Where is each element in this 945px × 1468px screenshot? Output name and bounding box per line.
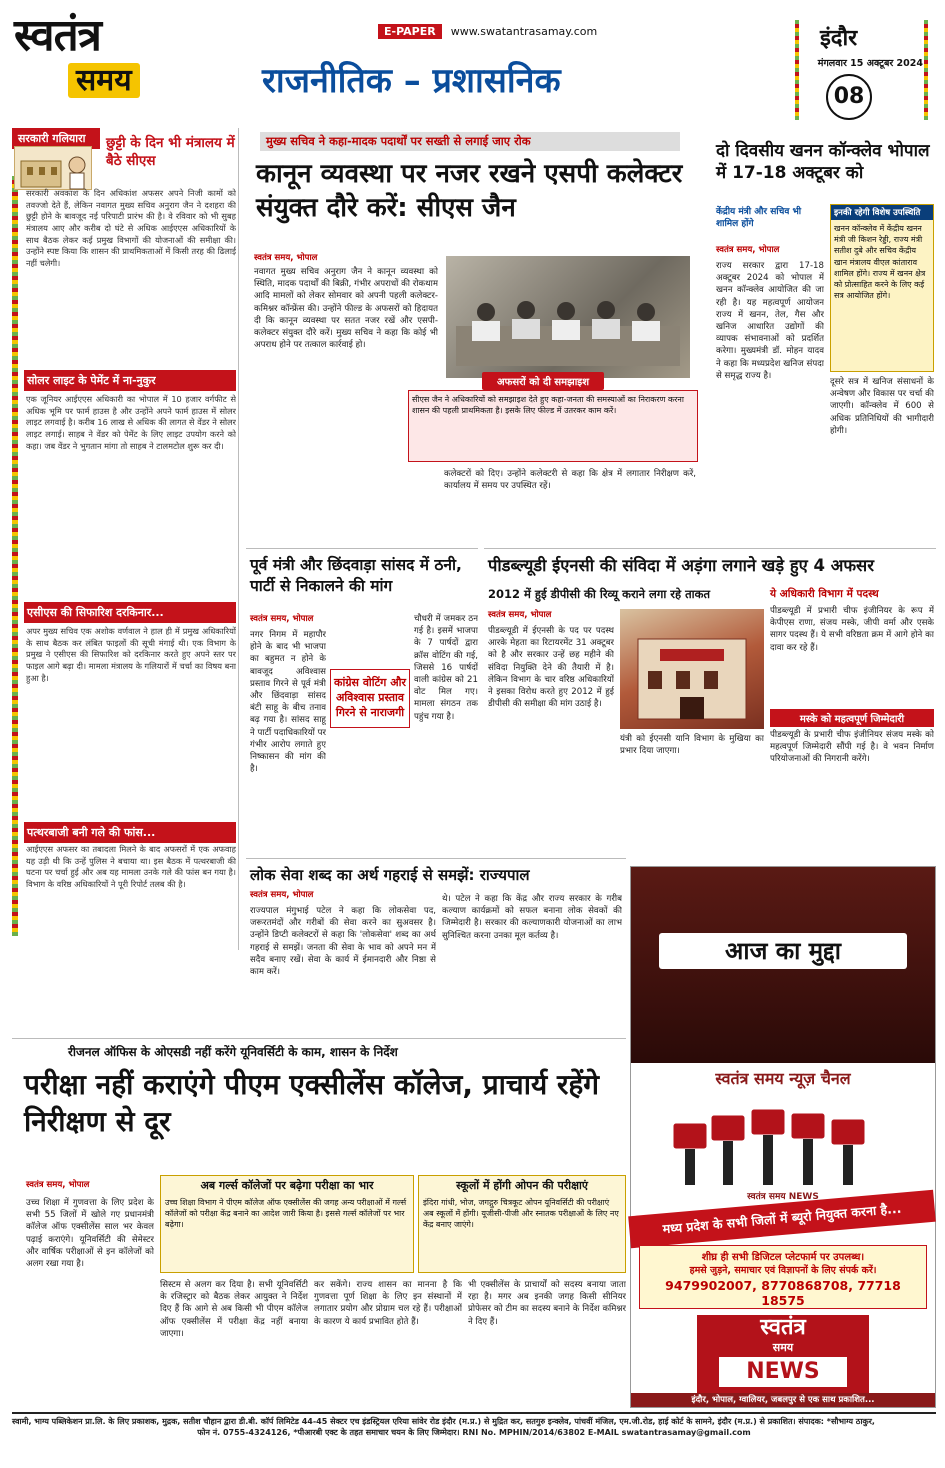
issue-date: मंगलवार 15 अक्टूबर 2024: [817, 58, 923, 69]
news-logo-mid: समय: [772, 1341, 794, 1354]
office-building-icon: [620, 609, 764, 729]
pwd-headline: पीडब्ल्यूडी ईएनसी की संविदा में अड़ंगा लगाने खड़े हुए 4 अफसर: [488, 556, 874, 575]
left-body-2: एक जूनियर आईएएस अधिकारी का भोपाल में 10 हजार वर्गफीट से अधिक भूमि पर फार्म हाउस है और उन्होंने अपने फार्म हाउस में सोलर लाइट लगवाई है। करीब 16 लाख से अधिक की लागत से वेंडर ने सोलर लाइट लगाई। साहब ने वेंडर को पेमेंट के लिए लाइट उपयोग करने को कहा। जब वेंडर ने भुगतान मांगा तो साहब ने टालमटोल शुरू कर दी।: [26, 394, 236, 451]
pwd-side-body-2: पीडब्ल्यूडी के प्रभारी चीफ इंजीनियर संजय मस्के को महत्वपूर्ण जिम्मेदारी सौंपी गई है। वे भवन निर्माण परियोजनाओं की निगरानी करेंगे।: [770, 730, 934, 765]
pwd-caption: यंत्री को ईएनसी यानि विभाग के मुखिया का प्रभार दिया जाएगा।: [620, 734, 764, 757]
pwd-side-title: ये अधिकारी विभाग में पदस्थ: [770, 588, 879, 600]
chhindwara-body-2: चौधरी में जमकर ठन गई है। इसमें भाजपा के 7 पार्षदों द्वारा क्रॉस वोटिंग की गई, जिससे 16 पार्षदों वाली कांग्रेस को 21 वोट मिल गए। मामला संगठन तक पहुंच गया है।: [414, 614, 478, 722]
imprint-line-2: फोन नं. 0755-4324126, *पीआरबी एक्ट के तहत समाचार चयन के लिए जिम्मेदार। RNI No. MPHIN/2014/63802 E-MAIL swatantrasamay@gmail.com: [197, 1427, 751, 1437]
lead-story: [246, 128, 706, 528]
left-body-4: आईएएस अफसर का तबादला मिलने के बाद अफसरों में एक अफवाह यह उड़ी थी कि उन्हें पुलिस ने बचाया था। इस बैठक में पत्थरबाजी की घटना पर चर्चा हुई और अब यह मामला उनके गले की फांस बन गया है। विभाग के वरिष्ठ अधिकारियों ने पूरी रिपोर्ट तलब की है।: [26, 844, 236, 889]
right-stripe: [795, 20, 799, 120]
chhindwara-story: [246, 548, 478, 854]
logo-line-2: समय: [68, 63, 140, 98]
pwd-side-sub: मस्के को महत्वपूर्ण जिम्मेदारी: [770, 709, 934, 727]
ad-line-1: शीघ्र ही सभी डिजिटल प्लेटफार्म पर उपलब्ध।: [701, 1252, 865, 1263]
exam-body: उच्च शिक्षा में गुणवत्ता के लिए प्रदेश के सभी 55 जिलों में खोले गए प्रधानमंत्री कॉलेज ऑफ एक्सीलेंस साल भर केवल पढ़ाई कराएंगे। यूनिवर्सिटी की सेमेस्टर और वार्षिक परीक्षाओं से इन कॉलेजों को अलग रखा गया है।: [26, 1198, 154, 1270]
section-title: राजनीतिक – प्रशासनिक: [262, 61, 561, 101]
left-subhead-3: पत्थरबाजी बनी गले की फांस...: [24, 822, 236, 843]
logo-line-1: स्वतंत्र: [14, 10, 101, 61]
meeting-photo-icon: [446, 256, 690, 378]
imprint-line-1: स्वामी, भाग्य पब्लिकेशन प्रा.लि. के लिए प्रकाशक, मुद्रक, सतीश चौहान द्वारा डी.बी. कॉर्प लिमिटेड 44-45 सेक्टर एच इंडस्ट्रियल एरिया सांवेर रोड इंदौर (म.प्र.) से मुद्रित कर, सतगुरु इन्क्लेव, पांचवीं मंजिल, एम.जी.रोड, हाई कोर्ट के सामने, इंदौर (म.प्र.) से प्रकाशित। संपादक: *सौभाग्य ठाकुर,: [12, 1417, 875, 1426]
pwd-photo: [620, 609, 764, 729]
exam-headline: परीक्षा नहीं कराएंगे पीएम एक्सीलेंस कॉलेज, प्राचार्य रहेंगे निरीक्षण से दूर: [24, 1068, 600, 1138]
ad-info-box: [639, 1245, 927, 1309]
chhindwara-body: नगर निगम में महापौर होने के बाद भी भाजपा का बहुमत न होने के बावजूद अविश्वास प्रस्ताव गिरने से पूर्व मंत्री और छिंदवाड़ा सांसद बंटी साहू के बीच तनाव बढ़ गया है। सांसद साहू ने पार्टी पदाधिकारियों पर गंभीर आरोप लगाते हुए निष्कासन की मांग की है।: [250, 630, 326, 775]
chhindwara-byline: स्वतंत्र समय, भोपाल: [250, 614, 314, 624]
pwd-side-body: पीडब्ल्यूडी में प्रभारी चीफ इंजीनियर के रूप में केपीएस राणा, संजय मस्के, जीपी वर्मा और एसके सागर पदस्थ हैं। ये सभी वरिष्ठता क्रम में आगे होने का दावा कर रहे हैं।: [770, 606, 934, 653]
mining-box-body: खनन कॉन्क्लेव में केंद्रीय खनन मंत्री जी किशन रेड्डी, राज्य मंत्री सतीश दुबे और सचिव केंद्रीय खान मंत्रालय वीएल कांताराव शामिल होंगे। राज्य में खनन क्षेत्र को प्रोत्साहित करने के लिए कई सत्र आयोजित होंगे।: [834, 224, 926, 301]
ad-cities: इंदौर, भोपाल, ग्वालियर, जबलपुर से एक साथ प्रकाशित...: [631, 1393, 935, 1407]
mining-body-2: दूसरे सत्र में खनिज संसाधनों के अन्वेषण और विकास पर चर्चा की जाएगी। कॉन्क्लेव में 600 से अधिक प्रतिनिधियों की भागीदारी होगी।: [830, 377, 934, 436]
mining-body: राज्य सरकार द्वारा 17-18 अक्टूबर 2024 को भोपाल में खनन कॉन्क्लेव आयोजित की जा रही है। यह महत्वपूर्ण आयोजन राज्य में खनन, तेल, गैस और खनिज आधारित उद्योगों की व्यापक संभावनाओं को प्रदर्शित करेगा। मुख्यमंत्री डॉ. मोहन यादव ने कहा कि मध्यप्रदेश खनिज संपदा से समृद्ध राज्य है।: [716, 261, 824, 381]
lead-byline: स्वतंत्र समय, भोपाल: [254, 253, 318, 263]
epaper-badge: E-PAPER: [378, 24, 442, 39]
microphone-icon: [667, 1099, 899, 1189]
news-logo-top: स्वतंत्र: [760, 1315, 806, 1340]
lead-headline: कानून व्यवस्था पर नजर रखने एसपी कलेक्टर संयुक्त दौरे करें: सीएस जैन: [256, 159, 683, 223]
mining-box: [830, 204, 934, 372]
page-number: 08: [826, 74, 872, 120]
pwd-story: [484, 548, 936, 854]
column-tag: सरकारी गलियारा: [12, 128, 100, 149]
pwd-body: पीडब्ल्यूडी में ईएनसी के पद पर पदस्थ आरके मेहता का रिटायरमेंट 31 अक्टूबर को है और सरकार उन्हें छह महीने की संविदा नियुक्ति देने की तैयारी में है। लेकिन विभाग के चार वरिष्ठ अधिकारियों ने इसका विरोध करते हुए 2012 में हुई डीपीसी की समीक्षा की मांग उठाई है।: [488, 626, 614, 710]
left-stripe: [12, 176, 18, 936]
exam-box-1-title: अब गर्ल्स कॉलेजों पर बढ़ेगा परीक्षा का भार: [200, 1179, 374, 1192]
news-logo: [697, 1315, 869, 1393]
exam-body-3: कर सकेंगे। राज्य शासन का मानना है कि गुणवत्ता पूर्ण शिक्षा के लिए इन संस्थानों में लगातार प्रयोग और प्रोग्राम चल रहे हैं। परीक्षाओं के कारण ये कार्य प्रभावित होते हैं।: [314, 1280, 462, 1327]
ad-mic-label: स्वतंत्र समय NEWS: [747, 1192, 819, 1202]
caption-box: सीएस जैन ने अधिकारियों को समझाइश देते हुए कहा-जनता की समस्याओं का निराकरण करना शासन की पहली प्राथमिकता है। इसके लिए फील्ड में उतरकर काम करें।: [408, 390, 698, 462]
governor-body-2: थे। पटेल ने कहा कि केंद्र और राज्य सरकार के गरीब कल्याण कार्यक्रमों को सफल बनाना लोक सेवकों की जिम्मेदारी है। सरकार की कल्याणकारी योजनाओं का लाभ सुनिश्चित करना उनका मूल कर्तव्य है।: [442, 894, 622, 941]
ad-mics: [667, 1099, 899, 1189]
column-title: छुट्टी के दिन भी मंत्रालय में बैठे सीएस: [106, 135, 235, 170]
epaper-row: [378, 20, 597, 39]
lead-body-2: कलेक्टरों को दिए। उन्होंने कलेक्टरी से कहा कि क्षेत्र में लगातार निरीक्षण करें, कार्यालय में समय पर उपस्थित रहें।: [444, 469, 696, 492]
exam-box-2-body: इंदिरा गांधी, भोज, जगद्गुरु चित्रकूट ओपन यूनिवर्सिटी की परीक्षाएं अब स्कूलों में होंगी। यूजीसी-पीजी और स्नातक परीक्षाओं के लिए नए केंद्र बनाए जाएंगे।: [423, 1198, 619, 1230]
left-body-3: अपर मुख्य सचिव एक अशोक वर्णवाल ने हाल ही में प्रमुख अधिकारियों के साथ बैठक कर लंबित फाइलों की सूची मंगाई थी। एक विभाग के प्रमुख ने एसीएस की सिफारिश को दरकिनार करते हुए अपने स्तर पर फाइल आगे बढ़ा दी। मामला मंत्रालय के गलियारों में चर्चा का विषय बना हुआ है।: [26, 626, 236, 683]
website-link[interactable]: www.swatantrasamay.com: [450, 25, 598, 38]
mining-box-title: इनकी रहेगी विशेष उपस्थिति: [831, 205, 933, 220]
left-column: [12, 128, 239, 950]
mining-headline: दो दिवसीय खनन कॉन्क्लेव भोपाल में 17-18 अक्टूबर को: [716, 141, 930, 184]
ad-channel: स्वतंत्र समय न्यूज़ चैनल: [715, 1069, 851, 1088]
cartoon-icon: [14, 146, 92, 190]
ad-phones[interactable]: 9479902007, 8770868708, 77718 18575: [665, 1278, 901, 1308]
exam-body-2: सिस्टम से अलग कर दिया है। सभी यूनिवर्सिटी के रजिस्ट्रार को बैठक लेकर आयुक्त ने निर्देश दिए हैं कि आगे से अब किसी भी पीएम कॉलेज ऑफ एक्सीलेंस में परीक्षा केंद्र नहीं बनाया जाएगा।: [160, 1280, 308, 1339]
exam-box-1-body: उच्च शिक्षा विभाग ने पीएम कॉलेज ऑफ एक्सीलेंस की जगह अन्य परीक्षाओं में गर्ल्स कॉलेजों को परीक्षा केंद्र बनाने का आदेश जारी किया है। इससे गर्ल्स कॉलेजों पर भार बढ़ेगा।: [165, 1198, 407, 1230]
mining-byline: स्वतंत्र समय, भोपाल: [716, 245, 780, 255]
exam-body-4: भी एक्सीलेंस के प्राचार्यों को सदस्य बनाया जाता रहा है। मगर अब इनकी जगह किसी सीनियर प्रोफेसर को टीम का सदस्य बनाने के निर्देश कमिश्नर ने दिए हैं।: [468, 1280, 626, 1327]
logo-line-2-wrap: [68, 62, 140, 100]
lead-text: [254, 252, 438, 522]
mining-story: [712, 128, 936, 528]
masthead: [0, 0, 945, 124]
governor-headline: लोक सेवा शब्द का अर्थ गहराई से समझें: राज्यपाल: [250, 866, 530, 884]
chhindwara-quote: कांग्रेस वोटिंग और अविश्वास प्रस्ताव गिरने से नाराजगी: [330, 669, 410, 728]
ad-top: [631, 867, 935, 1063]
pwd-kicker: 2012 में हुई डीपीसी की रिव्यू कराने लगा रहे ताकत: [488, 587, 711, 601]
mining-tag: केंद्रीय मंत्री और सचिव भी शामिल होंगे: [716, 207, 802, 230]
governor-story: [246, 858, 626, 1036]
pwd-byline: स्वतंत्र समय, भोपाल: [488, 610, 552, 620]
lead-photo: [446, 256, 690, 378]
ad-ribbon: मध्य प्रदेश के सभी जिलों में ब्यूरो नियुक्त करना है...: [628, 1190, 936, 1249]
logo: [14, 10, 204, 100]
lead-kicker: मुख्य सचिव ने कहा-मादक पदार्थों पर सख्ती से लगाई जाए रोक: [260, 132, 680, 151]
left-subhead-2: एसीएस की सिफारिश दरकिनार...: [24, 602, 236, 623]
building-icon: [15, 147, 93, 191]
exam-box-1: [160, 1175, 414, 1273]
governor-byline: स्वतंत्र समय, भोपाल: [250, 890, 314, 900]
lead-body: नवागत मुख्य सचिव अनुराग जैन ने कानून व्यवस्था को स्थिति, मादक पदार्थों की बिक्री, गंभीर अपराधों की रोकथाम आदि मामलों को लेकर सोमवार को अपनी पहली कलेक्टर-कमिश्नर कॉन्फ्रेंस की। उन्होंने फील्ड के अफसरों को हिदायत दी कि कानून व्यवस्था पर सतत नजर रखें और एसपी-कलेक्टर संयुक्त दौरे करें। मुख्य सचिव ने कहा कि कोई भी अपराध होने पर तत्काल कार्रवाई हो।: [254, 267, 438, 351]
chhindwara-headline: पूर्व मंत्री और छिंदवाड़ा सांसद में ठनी, पार्टी से निकालने की मांग: [250, 556, 462, 595]
exam-story: [12, 1038, 626, 1408]
news-logo-bottom: NEWS: [719, 1357, 847, 1387]
governor-body: राज्यपाल मंगुभाई पटेल ने कहा कि लोकसेवा पद, जरूरतमंदों और गरीबों की सेवा करने का सुअवसर है। उन्होंने डिप्टी कलेक्टरों से कहा कि 'लोकसेवा' शब्द का अर्थ गहराई से समझें। जनता की सेवा के भाव को अपने मन में सदैव बनाए रखें। सेवा के कार्य में ईमानदारी और निष्ठा से काम करें।: [250, 906, 436, 978]
exam-box-2-title: स्कूलों में होंगी ओपन की परीक्षाएं: [456, 1179, 588, 1192]
advertisement[interactable]: [630, 866, 936, 1408]
exam-box-2: [418, 1175, 626, 1273]
caption-title: अफसरों को दी समझाइश: [482, 372, 604, 390]
ad-headline: आज का मुद्दा: [659, 933, 907, 969]
left-subhead-1: सोलर लाइट के पेमेंट में ना-नुकुर: [24, 370, 236, 391]
right-stripe-2: [924, 20, 928, 120]
exam-kicker: रीजनल ऑफिस के ओएसडी नहीं करेंगे यूनिवर्सिटी के काम, शासन के निर्देश: [68, 1045, 398, 1059]
left-body-1: सरकारी अवकाश के दिन अधिकांश अफसर अपने निजी कामों को तवज्जो देते हैं, लेकिन नवागत मुख्य सचिव अनुराग जैन ने दशहरा की छुट्टी होने के बावजूद नई परिपाटी प्रारंभ की है। वे रविवार को भी सुबह मंत्रालय आए और करीब दो घंटे से अधिक आईएएस अधिकारियों के साथ बैठक लेकर कई प्रमुख विभागों की योजनाओं की समीक्षा की। उन्होंने स्पष्ट किया कि शासन की प्राथमिकताओं में किसी तरह की ढिलाई नहीं चलेगी।: [26, 188, 236, 268]
city-name: इंदौर: [820, 26, 858, 51]
imprint-footer: [12, 1412, 936, 1462]
exam-byline: स्वतंत्र समय, भोपाल: [26, 1180, 90, 1190]
ad-line-2: हमसे जुड़ने, समाचार एवं विज्ञापनों के लिए संपर्क करें।: [689, 1265, 877, 1276]
